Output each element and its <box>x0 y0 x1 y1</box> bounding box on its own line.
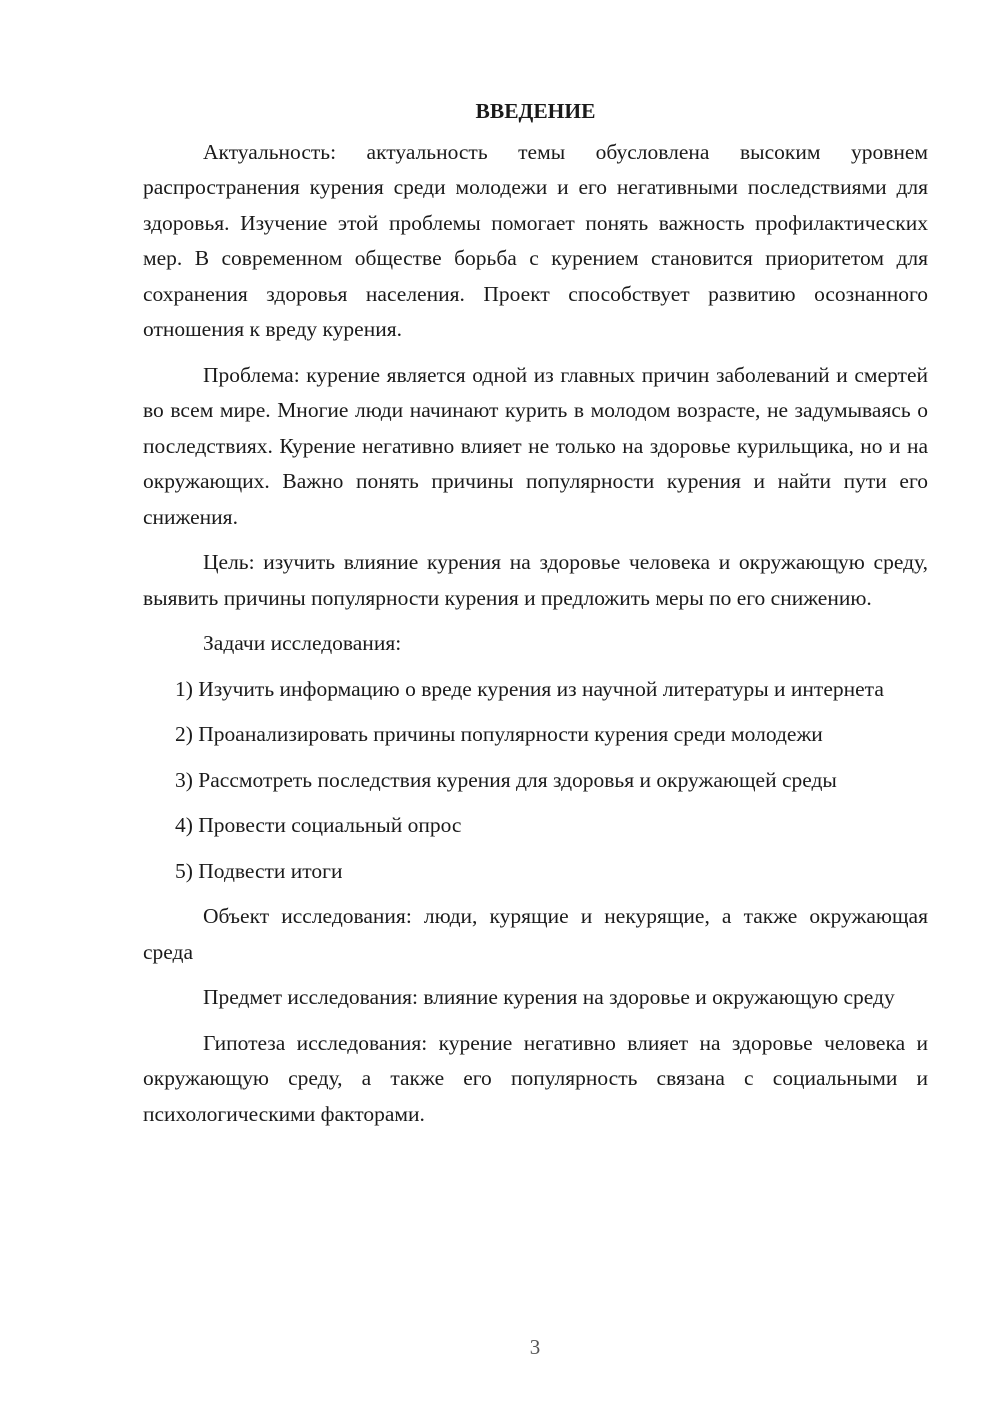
page-body <box>143 94 928 1142</box>
paragraph-hypothesis: Гипотеза исследования: курение негативно влияет на здоровье человека и окружающую среду, а также его популярность связана с социальными и психологическими факторами. <box>143 1030 928 1126</box>
paragraph-goal: Цель: изучить влияние курения на здоровье человека и окружающую среду, выявить причины популярности курения и предложить меры по его снижению. <box>143 550 928 610</box>
list-item: 2) Проанализировать причины популярности курения среди молодежи <box>175 722 823 746</box>
page-title: ВВЕДЕНИЕ <box>475 99 596 123</box>
paragraph-object: Объект исследования: люди, курящие и некурящие, а также окружающая среда <box>143 904 928 964</box>
list-item: 1) Изучить информацию о вреде курения из научной литературы и интернета <box>175 676 884 701</box>
page-number: 3 <box>529 1335 541 1359</box>
paragraph-relevance: Актуальность: актуальность темы обусловлена высоким уровнем распространения курения среди молодежи и его негативными последствиями для здоровья. Изучение этой проблемы помогает понять важность профилактических мер. В современном обществе борьба с курением становится приоритетом для сохранения здоровья населения. Проект способствует развитию осознанного отношения к вреду курения. <box>143 139 928 341</box>
list-item: 5) Подвести итоги <box>175 858 343 883</box>
tasks-heading: Задачи исследования: <box>203 631 402 655</box>
paragraph-problem: Проблема: курение является одной из главных причин заболеваний и смертей во всем мире. Многие люди начинают курить в молодом возрасте, не задумываясь о последствиях. Курение негативно влияет не только на здоровье курильщика, но и на окружающих. Важно понять причины популярности курения и найти пути его снижения. <box>143 362 928 529</box>
list-item: 3) Рассмотреть последствия курения для здоровья и окружающей среды <box>175 767 837 792</box>
paragraph-subject: Предмет исследования: влияние курения на здоровье и окружающую среду <box>203 985 895 1009</box>
list-item: 4) Провести социальный опрос <box>175 813 462 837</box>
